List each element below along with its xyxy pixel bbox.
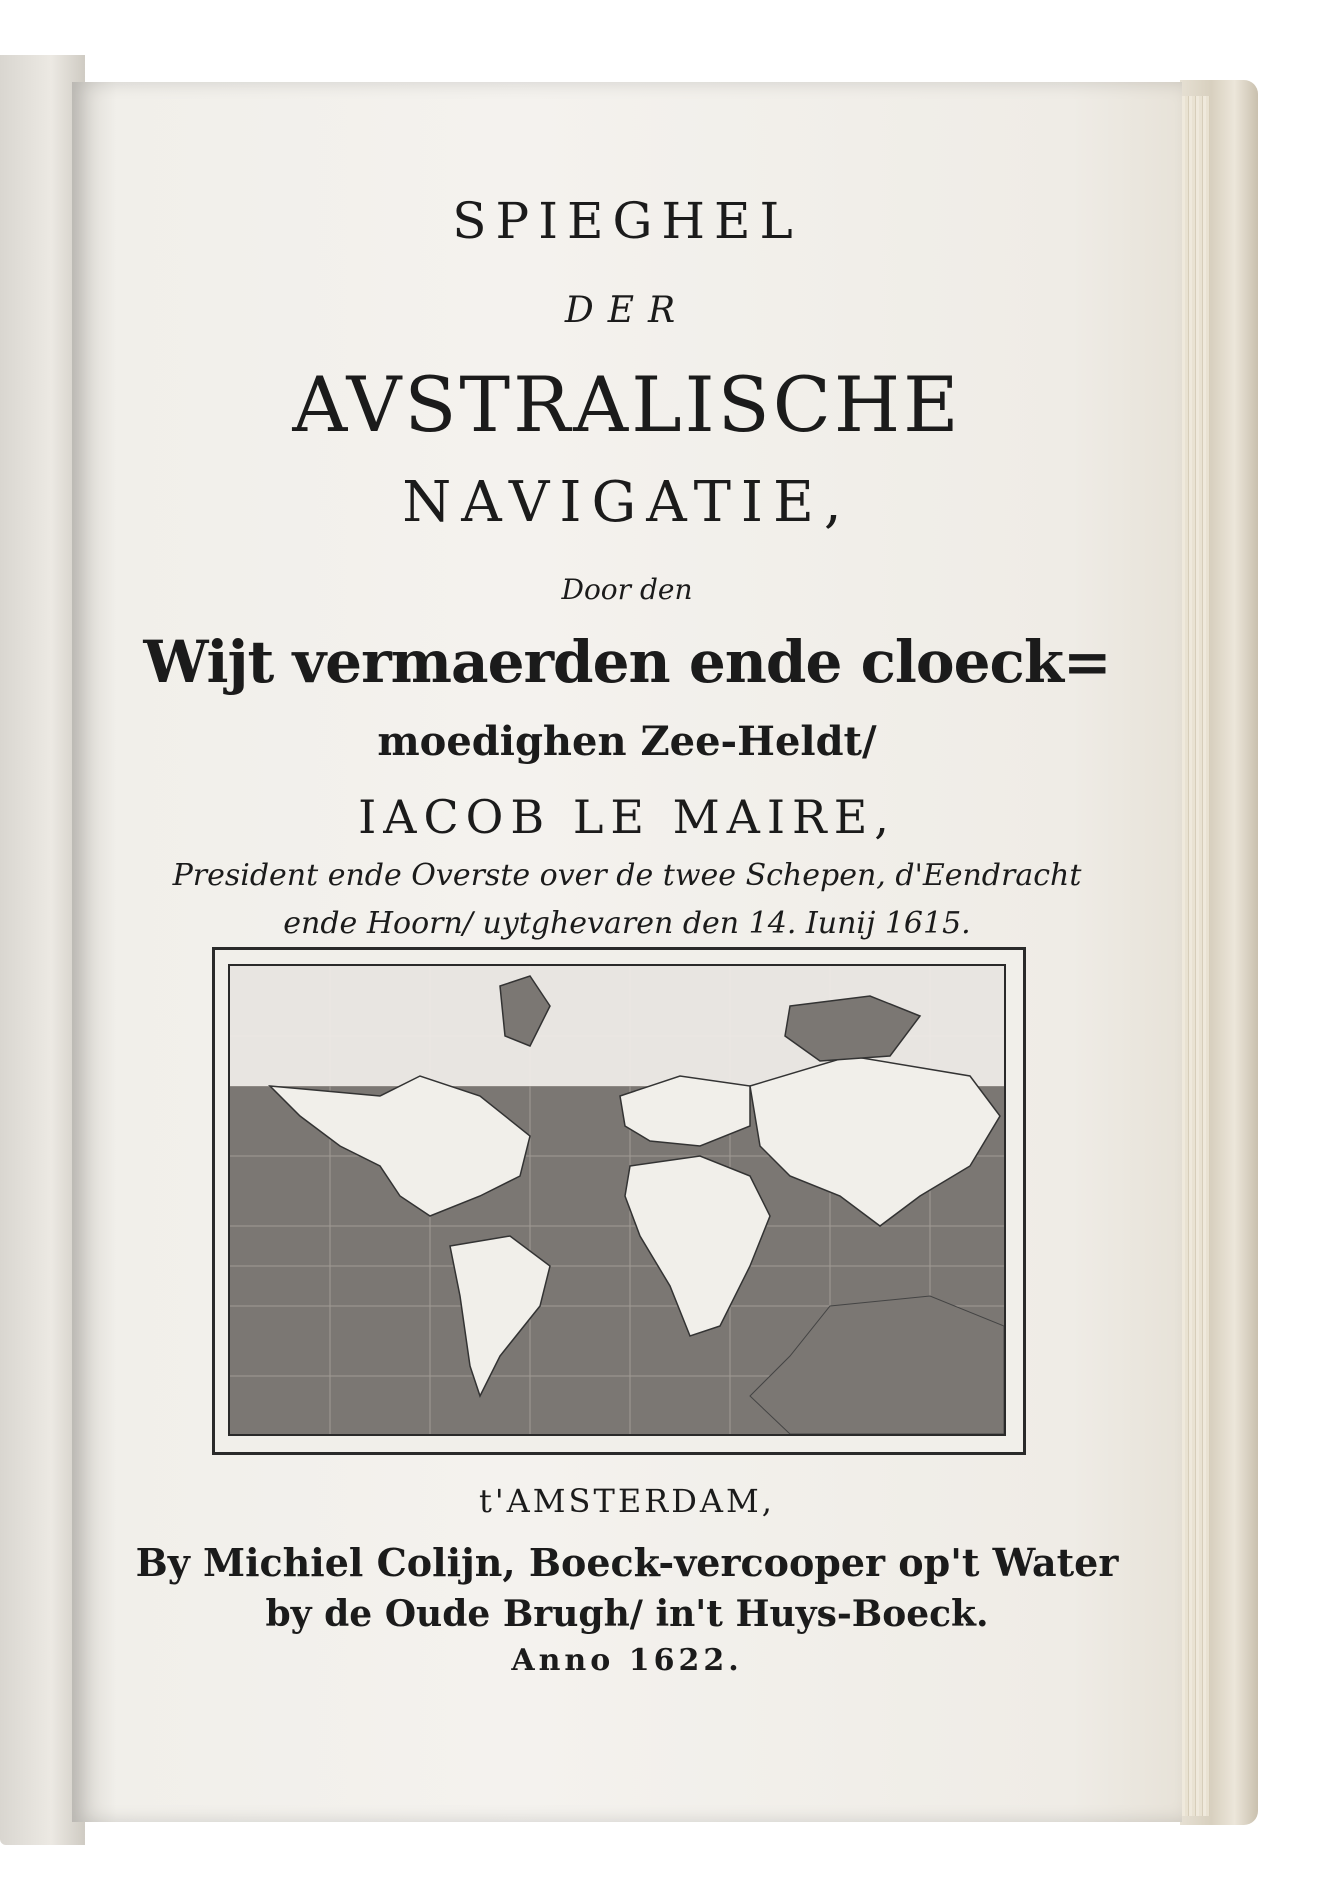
imprint-city: t'AMSTERDAM, — [479, 1482, 775, 1520]
world-map — [228, 964, 1006, 1436]
imprint-publisher: By Michiel Colijn, Boeck-vercooper op't Water — [135, 1540, 1119, 1585]
title-line-australische: AVSTRALISCHE — [292, 360, 962, 449]
imprint-year: Anno 1622. — [511, 1643, 743, 1678]
author-name: IACOB LE MAIRE, — [358, 790, 896, 844]
title-line-zee-heldt: moedighen Zee-Heldt/ — [377, 718, 877, 765]
title-line-spieghel: SPIEGHEL — [452, 192, 802, 250]
title-line-door-den: Door den — [561, 573, 693, 606]
imprint-address: by de Oude Brugh/ in't Huys-Boeck. — [265, 1593, 989, 1635]
world-map-engraving — [230, 966, 1004, 1434]
title-line-vermaerden: Wijt vermaerden ende cloeck= — [143, 628, 1111, 696]
title-line-der: DER — [564, 290, 690, 331]
subtitle-president: President ende Overste over de twee Schepen, d'Eendracht — [172, 858, 1082, 893]
subtitle-date: ende Hoorn/ uytghevaren den 14. Iunij 1615. — [283, 906, 971, 941]
title-line-navigatie: NAVIGATIE, — [402, 470, 852, 535]
